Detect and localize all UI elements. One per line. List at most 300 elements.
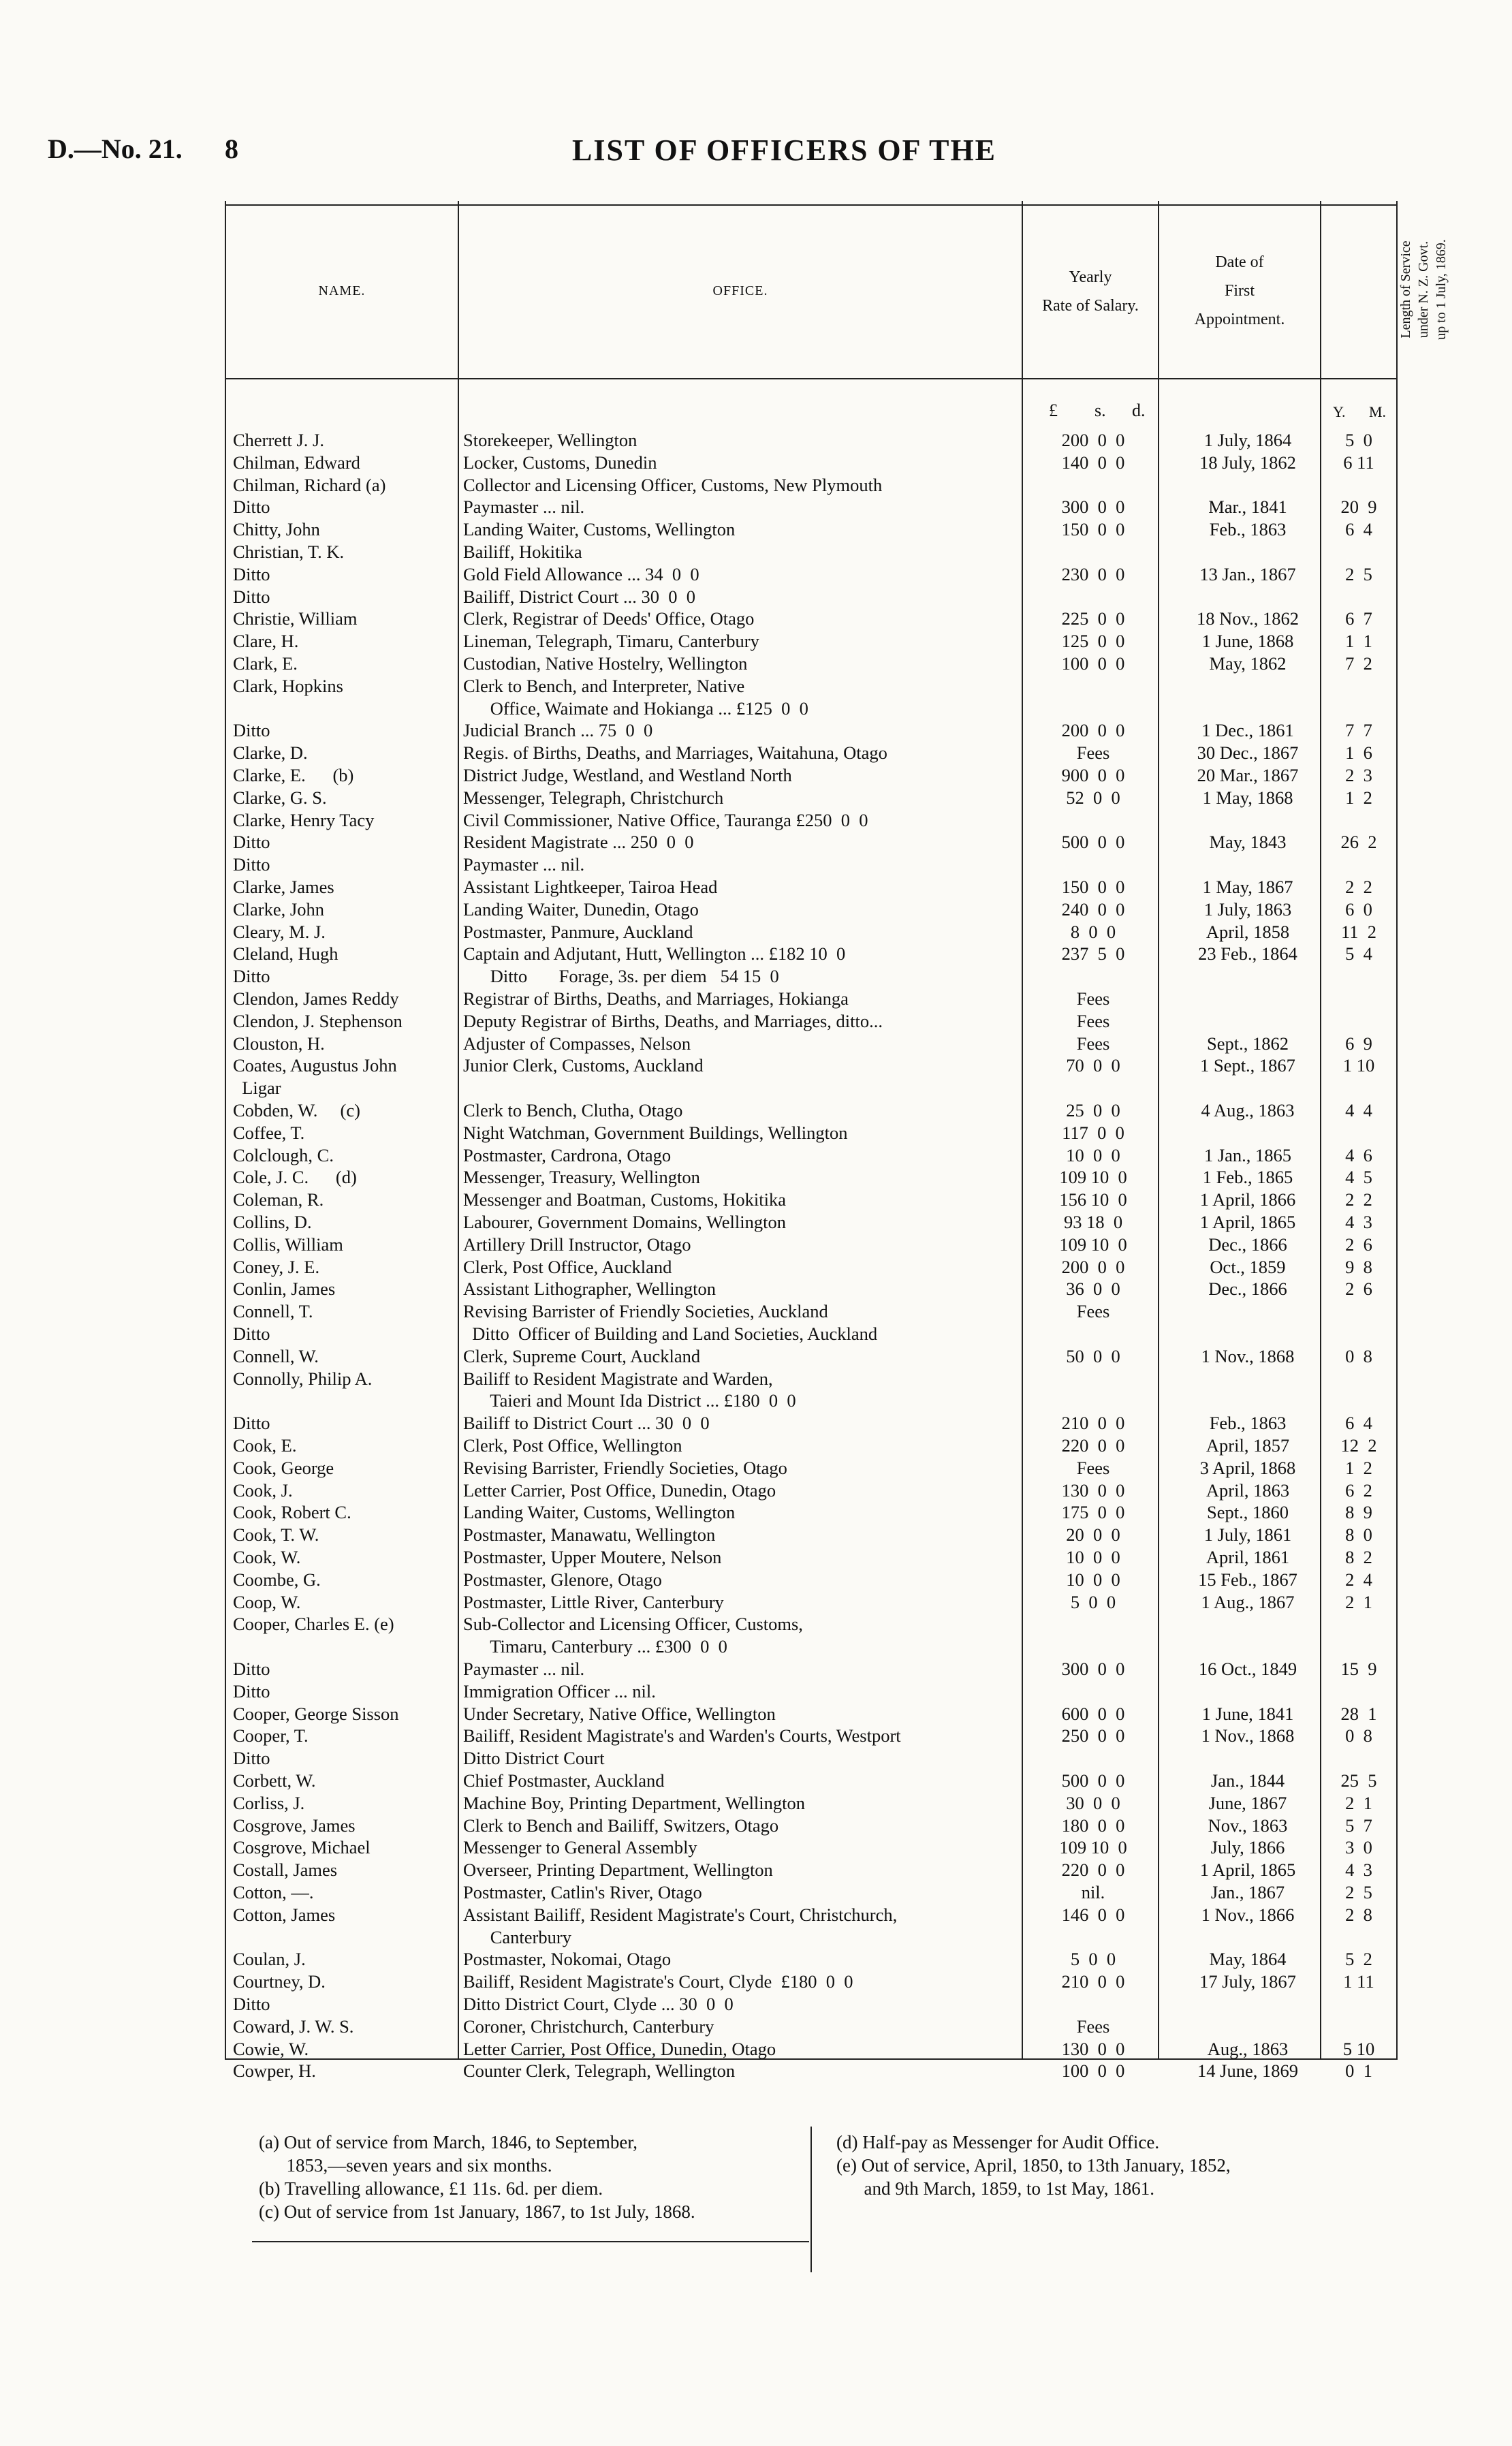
officer-name: Cowie, W.: [233, 2038, 309, 2059]
length-of-service: 26 2: [1340, 832, 1377, 853]
yearly-salary: 109 10 0: [1059, 1234, 1127, 1255]
table-row: [0, 1815, 1512, 1836]
yearly-salary: 50 0 0: [1066, 1345, 1120, 1366]
office-title: Postmaster, Manawatu, Wellington: [463, 1524, 716, 1546]
appointment-date: 13 Jan., 1867: [1199, 563, 1296, 584]
office-title: Night Watchman, Government Buildings, Wellington: [463, 1122, 848, 1143]
yearly-salary: 146 0 0: [1061, 1904, 1125, 1925]
heading-office: OFFICE.: [712, 283, 768, 298]
appointment-date: 1 July, 1861: [1203, 1524, 1292, 1546]
appointment-date: 4 Aug., 1863: [1201, 1100, 1295, 1120]
officer-name: Cole, J. C. (d): [233, 1167, 357, 1188]
office-title: Landing Waiter, Customs, Wellington: [463, 519, 736, 540]
officer-name: Cosgrove, James: [233, 1815, 356, 1836]
yearly-salary: 180 0 0: [1061, 1815, 1125, 1836]
yearly-salary: 200 0 0: [1061, 720, 1125, 741]
office-title: Labourer, Government Domains, Wellington: [463, 1212, 786, 1232]
appointment-date: Aug., 1863: [1207, 2038, 1289, 2059]
officer-name: Cook, E.: [233, 1435, 297, 1456]
heading-date-line-3: Appointment.: [1194, 311, 1285, 328]
appointment-date: Sept., 1862: [1207, 1033, 1289, 1054]
footnote-b: (b) Travelling allowance, £1 11s. 6d. per diem.: [259, 2178, 603, 2199]
length-of-service: 4 5: [1345, 1167, 1372, 1188]
table-row: [0, 1368, 1512, 1390]
appointment-date: 1 July, 1864: [1203, 430, 1292, 450]
officer-name: Clarke, John: [233, 898, 324, 920]
officer-name: Coleman, R.: [233, 1189, 324, 1210]
officer-name: Costall, James: [233, 1860, 338, 1881]
office-title: Sub-Collector and Licensing Officer, Customs,: [463, 1614, 803, 1635]
office-title: Messenger, Treasury, Wellington: [463, 1167, 700, 1188]
office-title: Canterbury: [463, 1926, 571, 1947]
table-row: [0, 921, 1512, 943]
officer-name: Cooper, George Sisson: [233, 1703, 399, 1724]
officer-name: Coward, J. W. S.: [233, 2016, 354, 2037]
yearly-salary: 220 0 0: [1061, 1435, 1125, 1456]
appointment-date: 18 July, 1862: [1199, 452, 1296, 473]
officer-name: Christie, William: [233, 608, 358, 629]
table-row: [0, 452, 1512, 473]
appointment-date: 1 Aug., 1867: [1201, 1591, 1295, 1612]
table-row: [0, 474, 1512, 496]
length-of-service: 5 7: [1345, 1815, 1372, 1836]
office-title: Clerk, Registrar of Deeds' Office, Otago: [463, 608, 755, 629]
table-row: [0, 1792, 1512, 1814]
footnote-a-line-2: 1853,—seven years and six months.: [259, 2155, 552, 2176]
page-title: LIST OF OFFICERS OF THE: [572, 134, 997, 167]
appointment-date: 17 July, 1867: [1199, 1971, 1296, 1992]
table-row: [0, 518, 1512, 540]
office-title: Postmaster, Catlin's River, Otago: [463, 1882, 702, 1902]
office-title: Bailiff, Resident Magistrate's Court, Clyde £180 0 0: [463, 1971, 853, 1992]
appointment-date: 18 Nov., 1862: [1197, 608, 1299, 629]
length-of-service: 5 2: [1345, 1949, 1372, 1970]
office-title: Assistant Lightkeeper, Tairoa Head: [463, 877, 718, 897]
table-row: [0, 1859, 1512, 1881]
appointment-date: 1 Jan., 1865: [1203, 1144, 1292, 1165]
unit-shillings: s.: [1094, 401, 1106, 420]
appointment-date: 1 June, 1868: [1201, 631, 1294, 652]
yearly-salary: 210 0 0: [1061, 1971, 1125, 1992]
office-title: Assistant Lithographer, Wellington: [463, 1279, 716, 1300]
appointment-date: Feb., 1863: [1209, 519, 1287, 540]
yearly-salary: 70 0 0: [1066, 1055, 1120, 1076]
table-row: [0, 1613, 1512, 1635]
table-row: [0, 586, 1512, 608]
yearly-salary: 500 0 0: [1061, 832, 1125, 853]
office-title: Paymaster ... nil.: [463, 854, 585, 875]
officer-name: Connell, W.: [233, 1345, 319, 1366]
yearly-salary: Fees: [1076, 1301, 1110, 1322]
office-title: Collector and Licensing Officer, Customs, New Plymouth: [463, 474, 883, 495]
office-title: Messenger to General Assembly: [463, 1837, 697, 1858]
footnote-e-line-1: (e) Out of service, April, 1850, to 13th January, 1852,: [836, 2155, 1231, 2176]
length-of-service: 5 4: [1345, 943, 1372, 965]
length-of-service: 2 2: [1345, 1189, 1372, 1210]
table-row: [0, 1546, 1512, 1568]
officer-name: Chilman, Richard (a): [233, 474, 386, 495]
table-row: [0, 1211, 1512, 1233]
table-row: [0, 1836, 1512, 1858]
footnote-rule: [252, 2241, 809, 2242]
table-row: [0, 1971, 1512, 1992]
length-of-service: 2 4: [1345, 1569, 1372, 1590]
office-title: Landing Waiter, Dunedin, Otago: [463, 898, 699, 920]
office-title: Bailiff to District Court ... 30 0 0: [463, 1413, 710, 1434]
table-row: [0, 1054, 1512, 1076]
office-title: Postmaster, Nokomai, Otago: [463, 1949, 672, 1970]
table-row: [0, 1010, 1512, 1032]
officer-name: Ditto: [233, 966, 270, 987]
office-title: Clerk, Post Office, Wellington: [463, 1435, 682, 1456]
table-row: [0, 2038, 1512, 2060]
length-of-service: 1 2: [1345, 787, 1372, 808]
yearly-salary: 52 0 0: [1066, 787, 1120, 808]
office-title: Messenger and Boatman, Customs, Hokitika: [463, 1189, 786, 1210]
officer-name: Cooper, Charles E. (e): [233, 1614, 394, 1635]
page-number: 8: [225, 134, 238, 164]
unit-pence: d.: [1132, 401, 1146, 420]
table-row: [0, 876, 1512, 898]
yearly-salary: 200 0 0: [1061, 430, 1125, 450]
appointment-date: 1 Nov., 1868: [1201, 1345, 1295, 1366]
yearly-salary: 500 0 0: [1061, 1770, 1125, 1791]
appointment-date: April, 1863: [1206, 1479, 1290, 1501]
table-row: [0, 1725, 1512, 1746]
length-of-service: 1 6: [1345, 742, 1372, 764]
length-of-service: 4 3: [1345, 1212, 1372, 1232]
table-row: [0, 2016, 1512, 2037]
table-row: [0, 965, 1512, 987]
office-title: Junior Clerk, Customs, Auckland: [463, 1055, 704, 1076]
yearly-salary: 237 5 0: [1061, 943, 1125, 965]
yearly-salary: 300 0 0: [1061, 1659, 1125, 1679]
footnote-d: (d) Half-pay as Messenger for Audit Office.: [836, 2132, 1160, 2152]
appointment-date: 1 May, 1868: [1202, 787, 1293, 808]
length-of-service: 6 11: [1343, 452, 1374, 473]
length-of-service: 6 2: [1345, 1479, 1372, 1501]
footnotes-right: [836, 2131, 1231, 2200]
length-of-service: 5 0: [1345, 430, 1372, 450]
footnote-e-line-2: and 9th March, 1859, to 1st May, 1861.: [836, 2178, 1154, 2199]
yearly-salary: 130 0 0: [1061, 2038, 1125, 2059]
officer-name: Clouston, H.: [233, 1033, 325, 1054]
length-of-service: 0 1: [1345, 2060, 1372, 2082]
officer-name: Cleary, M. J.: [233, 921, 326, 942]
office-title: Clerk to Bench, and Interpreter, Native: [463, 675, 745, 696]
officer-name: Collis, William: [233, 1234, 343, 1255]
table-row: [0, 1300, 1512, 1322]
table-row: [0, 1569, 1512, 1590]
yearly-salary: 117 0 0: [1062, 1122, 1124, 1143]
office-title: Clerk to Bench and Bailiff, Switzers, Otago: [463, 1815, 779, 1836]
table-row: [0, 742, 1512, 764]
length-of-service: 1 1: [1345, 631, 1372, 652]
table-row: [0, 1166, 1512, 1188]
table-row: [0, 1926, 1512, 1948]
table-row: [0, 429, 1512, 451]
officer-name: Clendon, James Reddy: [233, 988, 399, 1009]
office-title: Chief Postmaster, Auckland: [463, 1770, 665, 1791]
officer-name: Ditto: [233, 1323, 270, 1344]
heading-salary-line-2: Rate of Salary.: [1042, 297, 1139, 315]
office-title: Taieri and Mount Ida District ... £180 0 0: [463, 1390, 796, 1411]
office-title: Paymaster ... nil.: [463, 1659, 585, 1679]
length-of-service: 7 2: [1345, 653, 1372, 674]
length-of-service: 1 2: [1345, 1457, 1372, 1478]
officer-name: Clarke, G. S.: [233, 787, 327, 808]
heading-service-line-2: under N. Z. Govt.: [1416, 240, 1431, 339]
appointment-date: 1 July, 1863: [1203, 898, 1292, 920]
yearly-salary: 200 0 0: [1061, 1256, 1125, 1277]
yearly-salary: 130 0 0: [1061, 1479, 1125, 1501]
length-of-service: 25 5: [1340, 1770, 1377, 1791]
heading-service-line-1: Length of Service: [1398, 240, 1413, 339]
officer-name: Colclough, C.: [233, 1144, 334, 1165]
office-title: Custodian, Native Hostelry, Wellington: [463, 653, 748, 674]
table-row: [0, 496, 1512, 518]
yearly-salary: 30 0 0: [1066, 1792, 1120, 1813]
length-of-service: 7 7: [1345, 720, 1372, 741]
officer-name: Ditto: [233, 497, 270, 518]
officer-name: Connolly, Philip A.: [233, 1368, 373, 1389]
yearly-salary: Fees: [1076, 988, 1110, 1009]
yearly-salary: 100 0 0: [1061, 653, 1125, 674]
length-of-service: 9 8: [1345, 1256, 1372, 1277]
office-title: Clerk to Bench, Clutha, Otago: [463, 1100, 683, 1120]
office-title: Letter Carrier, Post Office, Dunedin, Otago: [463, 1479, 776, 1501]
table-row: [0, 809, 1512, 831]
office-title: Coroner, Christchurch, Canterbury: [463, 2016, 714, 2037]
office-title: Revising Barrister of Friendly Societies, Auckland: [463, 1301, 828, 1322]
table-row: [0, 1993, 1512, 2015]
yearly-salary: 300 0 0: [1061, 497, 1125, 518]
officer-name: Collins, D.: [233, 1212, 312, 1232]
appointment-date: April, 1857: [1206, 1435, 1290, 1456]
appointment-date: 1 April, 1865: [1199, 1212, 1296, 1232]
officer-name: Clark, Hopkins: [233, 675, 343, 696]
length-of-service: 8 9: [1345, 1502, 1372, 1523]
office-title: Registrar of Births, Deaths, and Marriages, Hokianga: [463, 988, 849, 1009]
appointment-date: April, 1858: [1206, 921, 1290, 942]
office-title: Deputy Registrar of Births, Deaths, and Marriages, ditto...: [463, 1010, 883, 1031]
office-title: Immigration Officer ... nil.: [463, 1680, 656, 1702]
appointment-date: Jan., 1844: [1210, 1770, 1285, 1791]
table-row: [0, 630, 1512, 652]
appointment-date: Mar., 1841: [1208, 497, 1287, 518]
yearly-salary: 900 0 0: [1061, 765, 1125, 785]
yearly-salary: 250 0 0: [1061, 1725, 1125, 1746]
office-title: Regis. of Births, Deaths, and Marriages, Waitahuna, Otago: [463, 742, 887, 764]
office-title: Clerk, Post Office, Auckland: [463, 1256, 672, 1277]
officer-name: Chitty, John: [233, 519, 320, 540]
length-of-service: 2 6: [1345, 1279, 1372, 1300]
length-of-service: 6 7: [1345, 608, 1372, 629]
office-title: Counter Clerk, Telegraph, Wellington: [463, 2060, 736, 2082]
heading-date-line-2: First: [1224, 282, 1255, 300]
table-row: [0, 988, 1512, 1009]
office-title: Bailiff, District Court ... 30 0 0: [463, 586, 696, 607]
table-row: [0, 1278, 1512, 1300]
heading-salary: [1023, 263, 1158, 320]
yearly-salary: 10 0 0: [1066, 1144, 1120, 1165]
office-title: Bailiff, Resident Magistrate's and Warden's Courts, Westport: [463, 1725, 901, 1746]
office-title: Letter Carrier, Post Office, Dunedin, Otago: [463, 2038, 776, 2059]
footnotes-left: [259, 2131, 695, 2223]
officer-name: Ditto: [233, 586, 270, 607]
officer-name: Clarke, James: [233, 877, 334, 897]
appointment-date: 1 Sept., 1867: [1200, 1055, 1295, 1076]
yearly-salary: Fees: [1076, 1033, 1110, 1054]
table-row: [0, 608, 1512, 629]
office-title: Messenger, Telegraph, Christchurch: [463, 787, 724, 808]
yearly-salary: 600 0 0: [1061, 1703, 1125, 1724]
office-title: Civil Commissioner, Native Office, Tauranga £250 0 0: [463, 809, 868, 830]
officer-name: Cooper, T.: [233, 1725, 309, 1746]
table-row: [0, 1122, 1512, 1144]
officer-name: Ditto: [233, 720, 270, 741]
appointment-date: 1 Nov., 1868: [1201, 1725, 1295, 1746]
office-title: Paymaster ... nil.: [463, 497, 585, 518]
yearly-salary: 220 0 0: [1061, 1860, 1125, 1881]
officer-name: Cotton, James: [233, 1904, 336, 1925]
office-title: Gold Field Allowance ... 34 0 0: [463, 563, 699, 584]
yearly-salary: 36 0 0: [1066, 1279, 1120, 1300]
yearly-salary: Fees: [1076, 2016, 1110, 2037]
length-of-service: 2 5: [1345, 1882, 1372, 1902]
table-row: [0, 2060, 1512, 2082]
office-title: Resident Magistrate ... 250 0 0: [463, 832, 694, 853]
yearly-salary: 109 10 0: [1059, 1837, 1127, 1858]
appointment-date: June, 1867: [1208, 1792, 1287, 1813]
officer-name: Ditto: [233, 1659, 270, 1679]
appointment-date: 1 April, 1865: [1199, 1860, 1296, 1881]
office-title: Under Secretary, Native Office, Wellington: [463, 1703, 776, 1724]
appointment-date: 3 April, 1868: [1199, 1457, 1296, 1478]
unit-pounds: £: [1049, 401, 1058, 420]
table-row: [0, 1099, 1512, 1121]
officer-name: Ditto: [233, 1680, 270, 1702]
officer-name: Cook, T. W.: [233, 1524, 319, 1546]
table-row: [0, 541, 1512, 563]
length-of-service: 0 8: [1345, 1345, 1372, 1366]
yearly-salary: 109 10 0: [1059, 1167, 1127, 1188]
appointment-date: Oct., 1859: [1210, 1256, 1286, 1277]
office-title: Lineman, Telegraph, Timaru, Canterbury: [463, 631, 759, 652]
table-row: [0, 1680, 1512, 1702]
appointment-date: 1 Nov., 1866: [1201, 1904, 1295, 1925]
officer-name: Cotton, —.: [233, 1882, 314, 1902]
table-row: [0, 675, 1512, 697]
heading-date-line-1: Date of: [1215, 253, 1264, 271]
table-row: [0, 1948, 1512, 1970]
officer-name: Clare, H.: [233, 631, 299, 652]
length-of-service: 8 0: [1345, 1524, 1372, 1546]
office-title: Postmaster, Little River, Canterbury: [463, 1591, 724, 1612]
officer-name: Cobden, W. (c): [233, 1100, 360, 1120]
length-of-service: 4 6: [1345, 1144, 1372, 1165]
table-row: [0, 1256, 1512, 1278]
appointment-date: 1 April, 1866: [1199, 1189, 1296, 1210]
yearly-salary: 210 0 0: [1061, 1413, 1125, 1434]
heading-service: [1397, 211, 1468, 368]
table-row: [0, 1881, 1512, 1903]
office-title: Clerk, Supreme Court, Auckland: [463, 1345, 701, 1366]
appointment-date: Sept., 1860: [1207, 1502, 1289, 1523]
rule-header-bottom: [225, 378, 1398, 379]
yearly-salary: 150 0 0: [1061, 519, 1125, 540]
length-of-service: 2 2: [1345, 877, 1372, 897]
appointment-date: 20 Mar., 1867: [1197, 765, 1299, 785]
officer-name: Chilman, Edward: [233, 452, 360, 473]
office-title: Postmaster, Cardrona, Otago: [463, 1144, 672, 1165]
yearly-salary: 5 0 0: [1070, 1591, 1116, 1612]
table-row: [0, 831, 1512, 853]
table-row: [0, 697, 1512, 719]
office-title: Ditto District Court, Clyde ... 30 0 0: [463, 1994, 734, 2014]
table-row: [0, 1747, 1512, 1769]
office-title: Machine Boy, Printing Department, Wellington: [463, 1792, 806, 1813]
office-title: Timaru, Canterbury ... £300 0 0: [463, 1636, 727, 1657]
yearly-salary: 93 18 0: [1063, 1212, 1123, 1232]
officer-name: Connell, T.: [233, 1301, 313, 1322]
officer-name: Corliss, J.: [233, 1792, 305, 1813]
table-row: [0, 1524, 1512, 1546]
length-of-service: 20 9: [1340, 497, 1377, 518]
officer-name: Corbett, W.: [233, 1770, 316, 1791]
officer-name: Clark, E.: [233, 653, 298, 674]
length-of-service: 3 0: [1345, 1837, 1372, 1858]
office-title: Adjuster of Compasses, Nelson: [463, 1033, 691, 1054]
officer-name: Ditto: [233, 1994, 270, 2014]
appointment-date: 1 June, 1841: [1201, 1703, 1294, 1724]
office-title: Captain and Adjutant, Hutt, Wellington ... £182 10 0: [463, 943, 846, 965]
officer-name: Ligar: [233, 1078, 281, 1099]
officer-name: Cook, W.: [233, 1547, 301, 1567]
appointment-date: 16 Oct., 1849: [1198, 1659, 1297, 1679]
appointment-date: 1 Dec., 1861: [1201, 720, 1294, 741]
officer-name: Clarke, Henry Tacy: [233, 809, 375, 830]
table-row: [0, 1144, 1512, 1166]
office-title: Revising Barrister, Friendly Societies, Otago: [463, 1457, 787, 1478]
yearly-salary: 225 0 0: [1061, 608, 1125, 629]
yearly-salary: 8 0 0: [1070, 921, 1116, 942]
officer-name: Ditto: [233, 1413, 270, 1434]
appointment-date: 30 Dec., 1867: [1197, 742, 1299, 764]
length-of-service: 2 1: [1345, 1792, 1372, 1813]
yearly-salary: 175 0 0: [1061, 1502, 1125, 1523]
appointment-date: Dec., 1866: [1208, 1234, 1287, 1255]
appointment-date: 1 May, 1867: [1202, 877, 1293, 897]
table-row: [0, 1345, 1512, 1367]
table-row: [0, 898, 1512, 920]
yearly-salary: 230 0 0: [1061, 563, 1125, 584]
yearly-salary: 25 0 0: [1066, 1100, 1120, 1120]
office-title: Bailiff to Resident Magistrate and Warden,: [463, 1368, 773, 1389]
yearly-salary: 156 10 0: [1059, 1189, 1127, 1210]
officer-name: Cleland, Hugh: [233, 943, 338, 965]
officer-name: Coombe, G.: [233, 1569, 321, 1590]
office-title: Office, Waimate and Hokianga ... £125 0 0: [463, 697, 808, 719]
yearly-salary: 10 0 0: [1066, 1569, 1120, 1590]
yearly-salary: nil.: [1081, 1882, 1105, 1902]
table-row: [0, 1703, 1512, 1725]
length-of-service: 12 2: [1340, 1435, 1377, 1456]
officer-name: Conlin, James: [233, 1279, 336, 1300]
table-row: [0, 764, 1512, 786]
office-title: Assistant Bailiff, Resident Magistrate's Court, Christchurch,: [463, 1904, 898, 1925]
table-row: [0, 1591, 1512, 1613]
